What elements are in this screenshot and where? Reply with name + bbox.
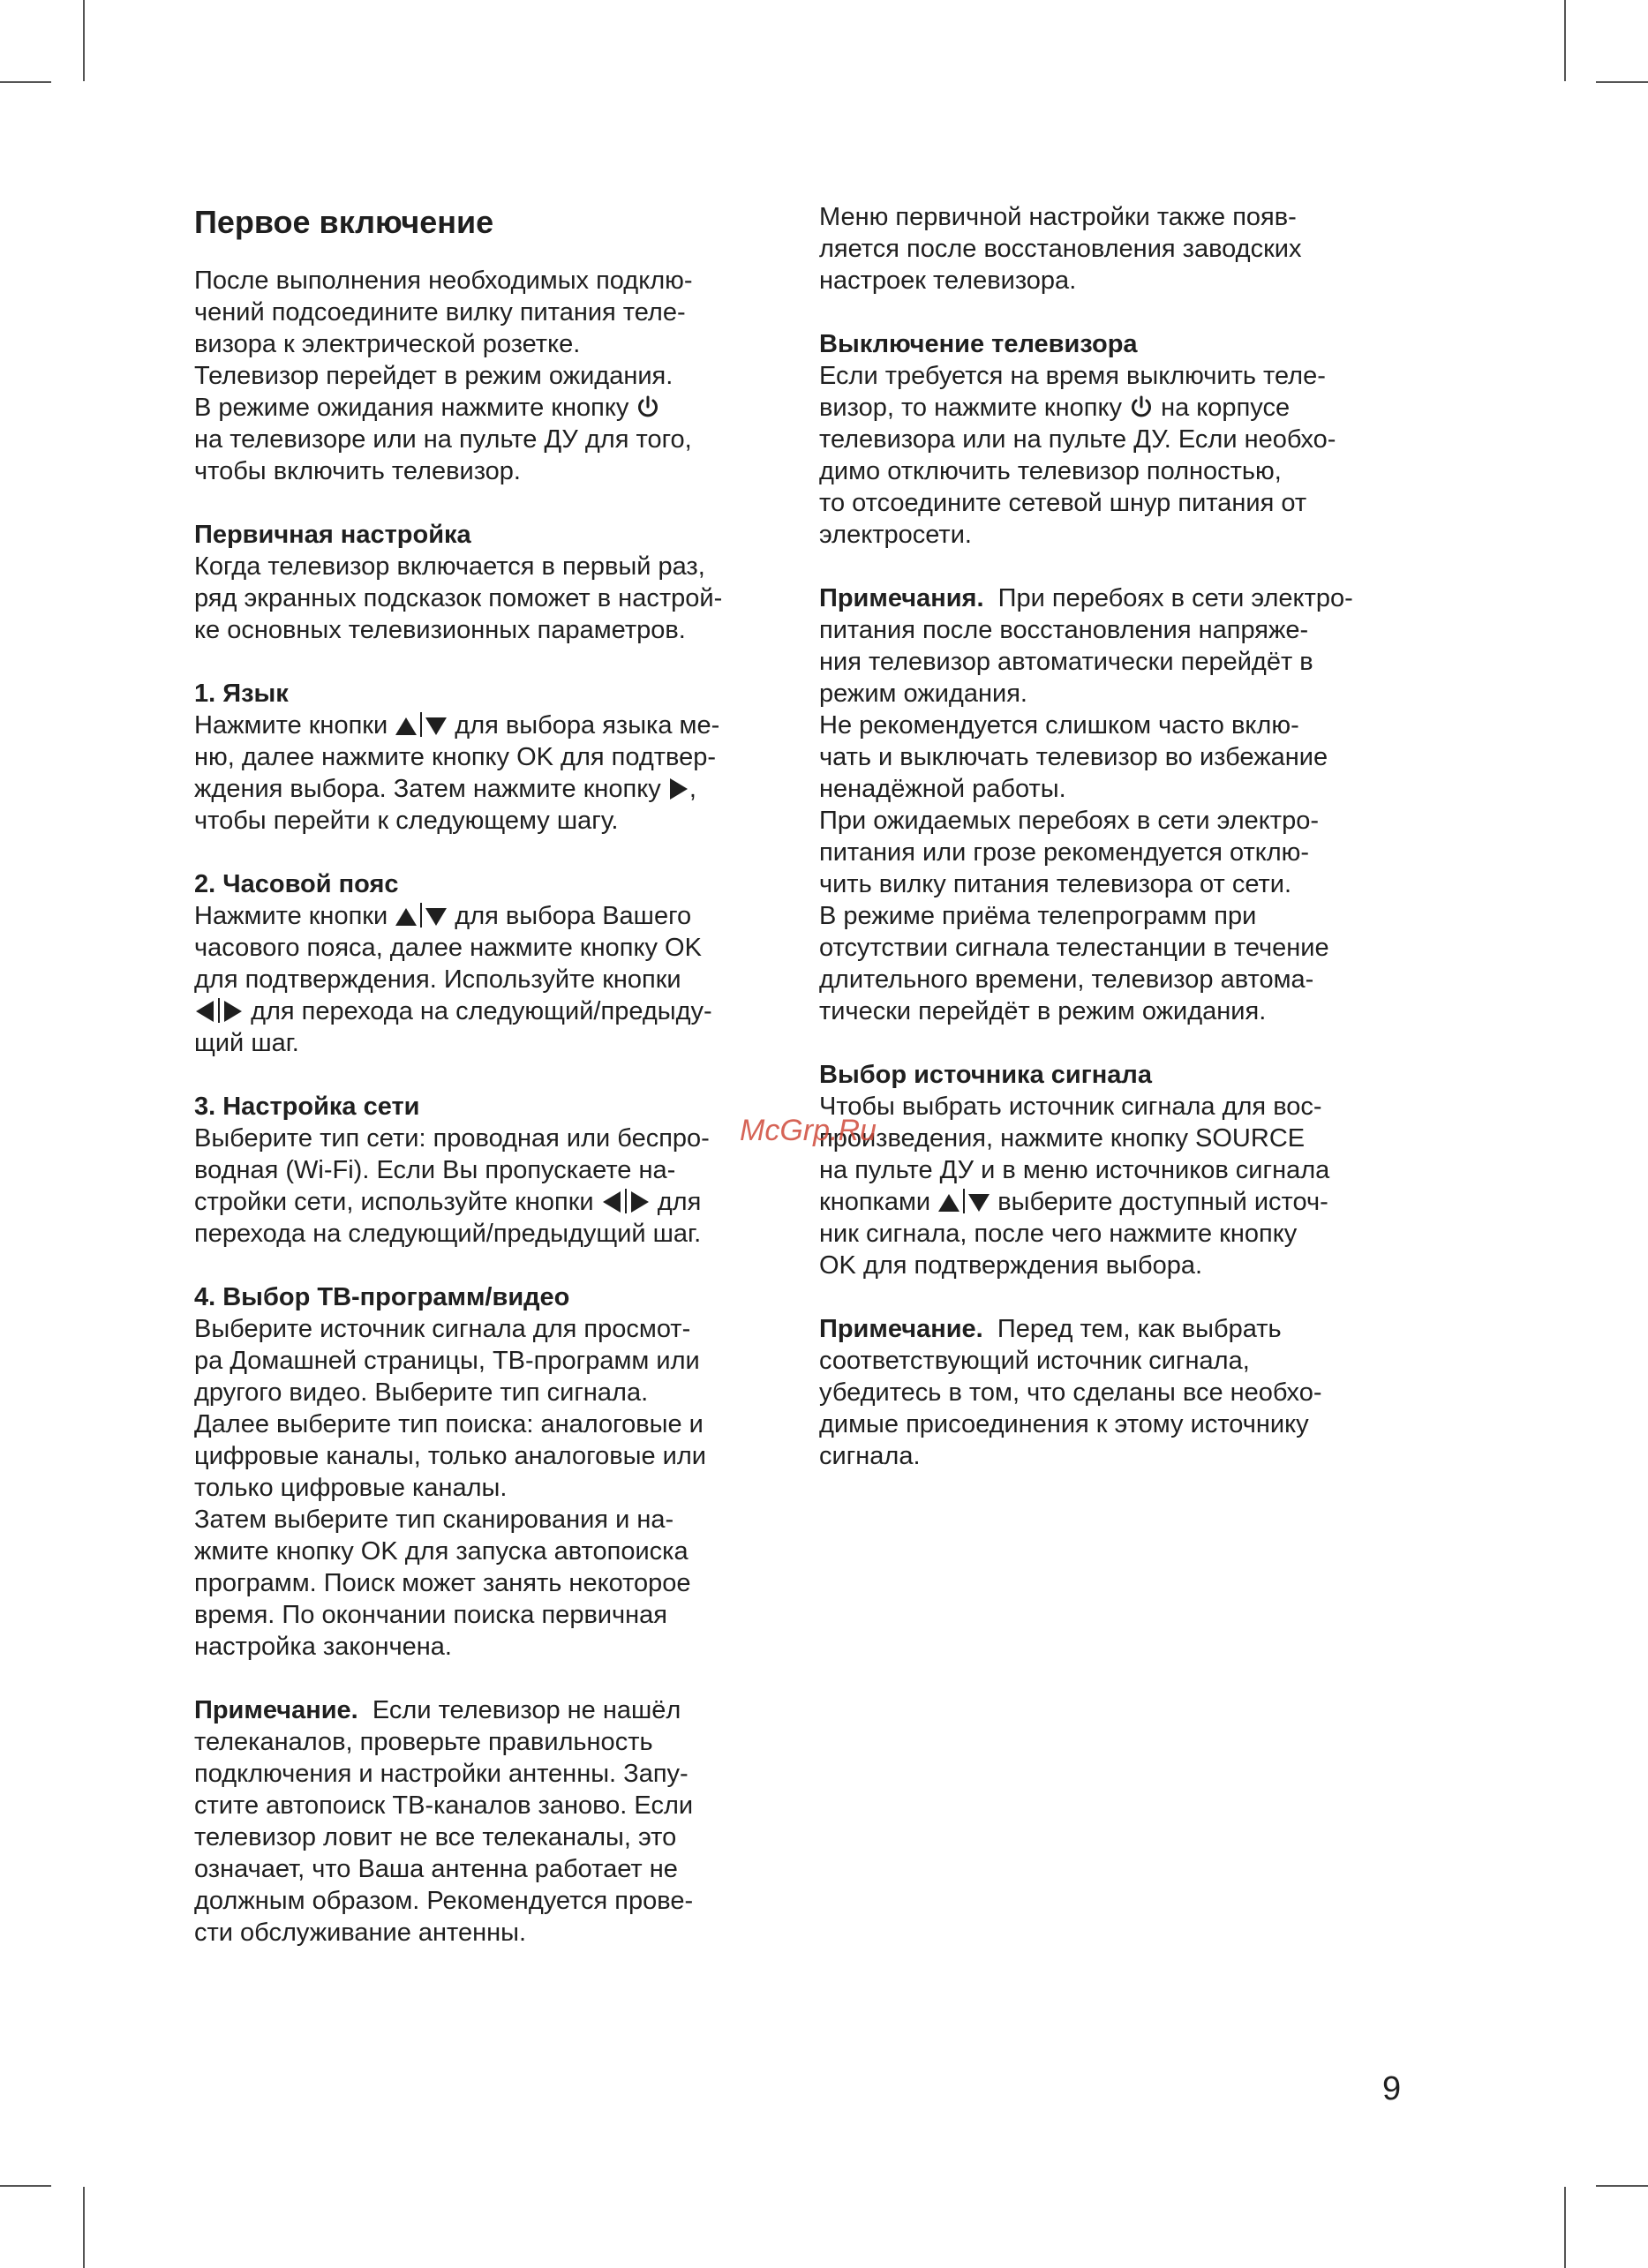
crop-mark [0,2185,51,2187]
watermark: McGrp.Ru [740,1114,877,1147]
arrow-right-icon [222,1000,244,1023]
section-heading: Первичная настройка [194,521,471,549]
crop-mark [1564,0,1566,81]
left-column [194,201,777,1949]
separator [420,712,422,737]
crop-mark [83,0,85,81]
crop-mark [0,81,51,83]
arrow-down-icon [425,906,448,927]
arrow-up-icon [395,906,418,927]
arrow-up-icon [937,1192,960,1213]
arrow-left-icon [194,1000,215,1023]
arrow-left-icon [601,1190,622,1213]
separator [963,1189,965,1213]
network-section: 3. Настройка сети Выберите тип сети: проводная или беспро- водная (Wi-Fi). Если Вы пропускаете на- стройки сети, используйте кнопки для перехода на следующий/предыдущий шаг. [194,1091,777,1250]
arrow-down-icon [967,1192,990,1213]
reset-menu-paragraph: Меню первичной настройки также появ- ляется после восстановления заводских настроек телевизора. [819,203,1302,295]
section-heading: Выбор источника сигнала [819,1061,1152,1089]
separator [625,1189,627,1213]
power-off-section: Выключение телевизора Если требуется на время выключить теле- визор, то нажмите кнопку на корпусе телевизора или на пульте ДУ. Если необхо- димо отключить телевизор полностью, то отсоедините сетевой шнур питания от электросети. [819,328,1411,551]
arrow-right-icon [668,777,689,800]
primary-setup-section: Первичная настройка Когда телевизор включается в первый раз, ряд экранных подсказок поможет в настрой- ке основных телевизионных параметров. [194,519,777,646]
section-heading: 1. Язык [194,680,289,708]
power-icon [1129,394,1154,419]
note-left: Примечание. Если телевизор не нашёл телеканалов, проверьте правильность подключения и настройки антенны. Запу- стите автопоиск ТВ-каналов заново. Если телевизор ловит не все телеканалы, это означает, что Ваша антенна работает не должным образом. Рекомендуется прове- сти обслуживание антенны. [194,1696,694,1947]
crop-mark [1564,2187,1566,2268]
arrow-down-icon [425,716,448,737]
power-icon [636,394,660,419]
separator [420,903,422,927]
crop-mark [1596,2185,1648,2187]
language-section: 1. Язык Нажмите кнопки для выбора языка ме- ню, далее нажмите кнопку OK для подтвер- ждения выбора. Затем нажмите кнопку , чтобы перейти к следующему шагу. [194,678,777,837]
crop-mark [1596,81,1648,83]
section-heading: 4. Выбор ТВ-программ/видео [194,1283,570,1311]
note-label: Примечание. [194,1696,358,1724]
source-section: Выбор источника сигнала Чтобы выбрать источник сигнала для вос- произведения, нажмите кнопку SOURCE на пульте ДУ и в меню источников сигнала кнопками выберите доступный источ- ник сигнала, после чего нажмите кнопку OK для подтверждения выбора. [819,1059,1411,1281]
notes-right: Примечания. При перебоях в сети электро- питания после восстановления напряже- ния телевизор автоматически перейдёт в режим ожидания. Не рекомендуется слишком часто вклю- чать и выключать телевизор во избежание ненадёжной работы. При ожидаемых перебоях в сети электро- питания или грозе рекомендуется отклю- чить вилку питания телевизора от сети. В режиме приёма телепрограмм при отсутствии сигнала телестанции в течение длительного времени, телевизор автома- тически перейдёт в режим ожидания. [819,584,1353,1025]
crop-mark [83,2187,85,2268]
section-heading: Выключение телевизора [819,330,1138,358]
note-label: Примечание. [819,1315,983,1343]
section-heading: 2. Часовой пояс [194,870,399,898]
note-label: Примечания. [819,584,984,612]
section-heading: 3. Настройка сети [194,1093,420,1121]
page-title: Первое включение [194,204,494,240]
note-right: Примечание. Перед тем, как выбрать соответствующий источник сигнала, убедитесь в том, что сделаны все необхо- димые присоединения к этому источнику сигнала. [819,1315,1322,1470]
separator [218,998,220,1023]
timezone-section: 2. Часовой пояс Нажмите кнопки для выбора Вашего часового пояса, далее нажмите кнопку OK для подтверждения. Используйте кнопки для перехода на следующий/предыду- щий шаг. [194,868,777,1059]
programs-section: 4. Выбор ТВ-программ/видео Выберите источник сигнала для просмот- ра Домашней страницы, ТВ-программ или другого видео. Выберите тип сигнала. Далее выберите тип поиска: аналоговые и цифровые каналы, только аналоговые или только цифровые каналы. Затем выберите тип сканирования и на- жмите кнопку OK для запуска автопоиска программ. Поиск может занять некоторое время. По окончании поиска первичная настройка закончена. [194,1281,777,1663]
page-number: 9 [1382,2070,1402,2107]
arrow-up-icon [395,716,418,737]
intro-paragraph: После выполнения необходимых подклю- чений подсоедините вилку питания теле- визора к электрической розетке. Телевизор перейдет в режим ожидания. В режиме ожидания нажмите кнопку на телевизоре или на пульте ДУ для того, чтобы включить телевизор. [194,267,693,485]
arrow-right-icon [629,1190,651,1213]
right-column [819,201,1411,1472]
